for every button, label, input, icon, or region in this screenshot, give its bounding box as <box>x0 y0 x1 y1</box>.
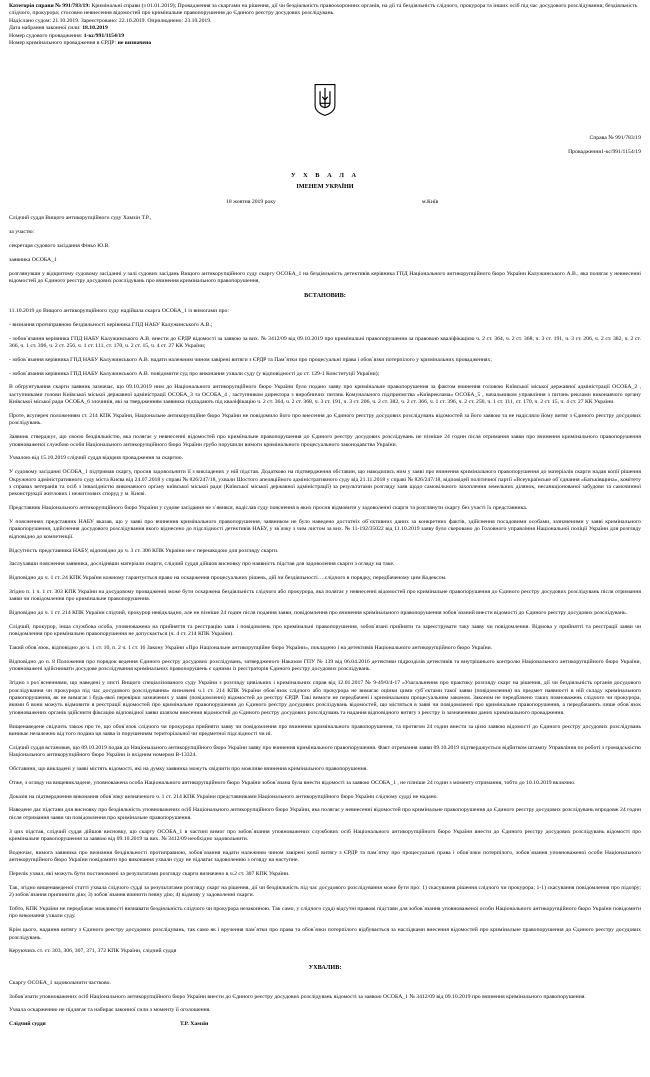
body-paragraph: Представник Національного антикорупційного бюро України у судове засідання не з`явився, надіслав суду пояснення в яких просив відмовити у задоволенні скарги та розглянути скаргу без участі їх представника. <box>9 505 528 512</box>
intro-secretary: секретаря судового засідання Фіньо Ю.В. <box>9 243 110 250</box>
body-paragraph: Обставини, що викладені у заяві містять відомості, які на думку заявника можуть свідчити про можливе вчинення кримінального правопорушення. <box>9 765 368 772</box>
intro-participation: за участю: <box>9 229 35 236</box>
body-paragraph: Згідно з роз`ясненнями, що наведені у листі Вищого спеціалізованого суду України з розгляду цивільних і кримінальних справ від 12.01.2017 № 9-49/0/4-17 «Узагальнення про практику розгляду скарг на рішення, дії чи бездіяльність органів досудового розслідування чи прокурора під час досудового розслідування» визначені ч.1 ст. 214 КПК України обов`язок слідчого або прокурора не вимагає оцінки цими суб`єктами такої заяви (повідомлення) на предмет наявності в ній складу кримінального правопорушення, як не вимагає і будь-якої перевірки зазначених у заяві (повідомленні) відомостей до реєстру ЄРДР. Такі вимоги не передбачені і кримінальним процесуальним законом. Законом не передбачено таких повноважень слідчого чи прокурора, якими б вони можуть відмовити в реєстрації відомостей про кримінальне правопорушення до Єдиного реєстру досудових розслідувань відомостей, що містяться в заяві чи повідомленні про кримінальне правопорушення, а передбачають лише обов`язок уповноважених органів здійснити фіксацію відповідної заяви шляхом внесення відомостей до Єдиного реєстру досудових розслідувань та надання відповідного витягу з реєстру із зазначенням даних кримінального провадження. <box>9 680 641 716</box>
body-paragraph: Заявник стверджує, що своєю бездіяльністю, яка полягає у невнесенні відомостей про кримінальне правопорушення до Єдиного реєстру досудових розслідувань не пізніше 24 годин після отримання заяви про вчинення кримінального правопорушення уповноваженої службою особи Національного антикорупційного бюро України грубо порушили вимоги кримінального процесуального законодавства України. <box>9 434 641 448</box>
body-paragraph: Згідно п. 1 ч. 1 ст. 303 КПК України на досудовому провадженні може бути оскаржена бездіяльність слідчого або прокурора, яка полягає у невнесенні відомостей про кримінальне правопорушення до Єдиного реєстру досудових розслідувань після отримання заяви чи повідомлення про кримінальне правопорушення. <box>9 588 641 603</box>
body-paragraph: 11.10.2019 до Вищого антикорупційного суду надійшла скарга ОСОБА_1 із вимогами про: <box>9 307 229 314</box>
body-paragraph: Заслухавши пояснення заявника, дослідивши матеріали скарги, слідчий суддя дійшов висновку про наявність підстав для задоволення скарги з огляду на таке. <box>9 561 395 568</box>
body-paragraph: Крім цього, надання витягу з Єдиного реєстру досудових розслідувань, так само як і вручення пам`ятки про права та обов`язки потерпілого відбувається за наслідками внесення відомостей про кримінальне правопорушення до Єдиного реєстру досудових розслідувань. <box>9 927 641 941</box>
ruling-paragraph: Ухвала оскарженню не підлягає та набирає законної сили з моменту її оголошення. <box>9 1007 211 1014</box>
intro-judge: Слідчий суддя Вищого антикорупційного суду Хамзін Т.Р., <box>9 215 152 222</box>
ruling-date: 18 жовтня 2019 року <box>226 199 276 206</box>
court-ruling-document <box>9 0 641 1031</box>
ruling-body <box>9 980 641 1015</box>
coat-of-arms-icon <box>314 83 336 117</box>
document-title: У Х В А Л А <box>290 172 360 180</box>
ruling-paragraph: Скаргу ОСОБА_1 задовольнити частково. <box>9 979 111 986</box>
body-paragraph: З цих підстав, слідчий суддя дійшов висновку, що скаргу ОСОБА_1 в частині вимог про зобов`язання уповноважених службових осіб Національного антикорупційного бюро України внести до Єдиного реєстру досудових розслідувань відомості про кримінальне правопорушення за заявою від 09.10.2019 за вих. № 3412/09 необхідно задовольнити. <box>9 828 641 842</box>
established-body <box>9 308 641 956</box>
body-paragraph: Отже, з огляду на вищевикладене, уповноважена особа Національного антикорупційного бюро України зобов`язана була внести відомості за заявою ОСОБА_1 , не пізніше 24 годин з моменту отримання, тобто до 10.10.2019 включно. <box>9 779 576 786</box>
body-paragraph: Керуючись ст. ст. 303, 306, 307, 371, 372 КПК України, слідчий суддя <box>9 948 177 955</box>
body-paragraph: Тобто, КПК України не передбачає можливості визнавати бездіяльність слідчого чи прокурора незаконною. Так само, у слідчого судді відсутні правові підстави для зобов`язання уповноваженої особи Національного антикорупційного бюро України повідомити про виконання ухвали суду. <box>9 905 641 920</box>
case-number: Справа № 991/783/19 <box>589 135 641 142</box>
body-paragraph: Ухвалою від 15.10.2019 слідчий суддя відкрив провадження за скаргою. <box>9 455 184 462</box>
signature-line <box>9 1021 641 1031</box>
body-paragraph: Проте, всупереч положенням ст. 214 КПК України, Національне антикорупційне бюро України не повідомило його про внесення до Єдиного реєстру досудових розслідувань відомостей за його заявою та не надісляло йому витяг з Єдиного реєстру досудових розслідувань. <box>9 412 641 427</box>
case-metadata <box>9 3 641 47</box>
ruling-paragraph: Зобов`язати уповноважених осіб Національного антикорупційного бюро України внести до Єдиного реєстру досудових розслідувань відомості за заявою ОСОБА_1 № 3412/09 від 09.10.2019 про вчинення кримінального правопорушення. <box>9 993 586 1000</box>
body-paragraph: В обґрунтування скарги заявник зазначає, що 09.10.2019 ним до Національного антикорупційного бюро України було подано заяву про кримінальне правопорушення за фактом вчинення головою Київської міської державної адміністрації ОСОБА_2 , заступниками голови Київської міської державної адміністрації ОСОБА_3 та ОСОБА_4 , заступником директора з виробничих питань Комунального підприємства «Київреклама» ОСОБА_5 , начальником управління з питань реклами виконавчого органу Київської міської ради ОСОБА_6 злочинів, які за твердженням заявника підпадають під кваліфікацію ч. 2 ст. 364, ч. 2 ст. 368, ч. 3 ст. 191, ч. 3 ст. 206, ч. 2 ст. 382, ч. 2 ст. 366, ч. 1 ст. 396, ч. 2 ст. 256, ч. 1 ст. 111, ст. 170, ч. 2 ст. 15, ч. 4 ст. 27 КК України. <box>9 384 641 406</box>
body-paragraph: У поясненнях представник НАБУ вказав, що у заяві про вчинення кримінального правопорушення, заявником не було наведено достатніх об`єктивних даних за конкретних фактів, здійснення посадовими особами, зазначеними у заяві кримінального правопорушення, здійснення досудового розслідування якого віднесено до підслідності детективів НАБУ, у зв`язку з чим листом за вих. № 11-192/35022 від 11.10.2019 заяву було скеровано до Головного управління Національної поліції України для розгляду відповідно до компетенції. <box>9 518 641 540</box>
intro-applicant: заявника ОСОБА_1 <box>9 256 57 263</box>
meta-erdr-number: Номер кримінального провадження в ЄРДР: не визначено <box>9 40 152 47</box>
intro-considered: розглянувши у відкритому судовому засіданні у залі судових засідань Вищого антикорупційного суду скаргу ОСОБА_1 на бездіяльність детективів керівника ГПД Національного антикорупційного бюро України Калужинського А.В., яка полягає у невнесенні відомостей до Єдиного реєстру досудових розслідувань про вчинення кримінального правопорушення, <box>9 270 641 285</box>
meta-category: Категорія справи № 991/783/19: Кримінальні справи (з 01.01.2019); Провадження за скаргами на рішення, дії чи бездіяльність правоохоронних органів, на дії та бездіяльність слідчого, прокурора та інших осіб під час досудового розслідування; бездіяльність слідчого, прокурора; стосовно невнесення відомостей про кримінальне правопорушення до Єдиного реєстру досудових розслідувань. <box>9 3 638 17</box>
body-paragraph: Перелік ухвал, які можуть бути постановлені за результатами розгляду скарги визначено в ч.2 ст. 307 КПК України. <box>9 870 290 877</box>
body-paragraph: Так, згідно вищенаведеної статті ухвала слідчого судді за результатами розгляду скарг на рішення, дії чи бездіяльність під час досудового розслідування може бути про: 1) скасування рішення слідчого чи прокурора; 1-1) скасування повідомлення про підозру; 2) зобов`язання припинити дію; 3) зобов`язання вчинити певну дію; 4) відмову у задоволенні скарги. <box>9 884 641 899</box>
body-paragraph: Відповідно до п. 8 Положення про порядок ведення Єдиного реєстру досудових розслідувань, затвердженого Наказом ГПУ № 139 від 06.04.2016 детективи підрозділів детективів та внутрішнього контролю Національного антикорупційного бюро України, уповноважені здійснювати досудове розслідування кримінальних правопорушень є одними із реєстраторів Єдиного реєстру досудових розслідувань. <box>9 658 641 673</box>
document-subtitle: ІМЕНЕМ УКРАЇНИ <box>296 183 354 191</box>
body-paragraph: Такий обов`язок, відповідно до ч. 1 ст. 10, п. 2 ч. 1 ст. 16 Закону України «Про Національне антикорупційне бюро України», покладено і на детективів Національного антикорупційного бюро України. <box>9 645 493 652</box>
signature-role: Слідчий суддя <box>9 1021 46 1028</box>
ruled-heading: УХВАЛИВ: <box>308 963 342 971</box>
meta-effective-date: Дата набрання законної сили: 18.10.2019 <box>9 25 108 32</box>
body-paragraph: Доказів на підтвердження виконання обов`язку визначеного ч. 1 ст. 214 КПК України представниками Національного антикорупційного бюро України слідчому судді не надано. <box>9 793 438 800</box>
body-paragraph: Водночас, вимога заявника про визнання бездіяльності протиправною, зобов`язання надати належним чином завірені копії витягу з ЄРДР та пам`ятку про процесуальні права і обов`язки потерпілого, зобов`язання уповноваженої особи Національного антикорупційного бюро України повідомити про виконання ухвали суду не підлягає задоволенню з огляду на наступне. <box>9 849 641 864</box>
ruling-city: м.Київ <box>422 199 439 206</box>
body-paragraph: - зобов`язання керівника ГПД НАБУ Калужинського А.В. надати належним чином завірені витяги з ЄРДР та Пам`ятки про процесуальні права і обов`язки потерпілого у кримінальних провадженнях; <box>9 356 492 363</box>
body-paragraph: Наведене дає підстави для висновку про бездіяльність уповноважених осіб Національного антикорупційного бюро України, яка полягає у невнесенні відомостей про кримінальне правопорушення до Єдиного реєстру досудових розслідувань впродовж 24 годин після отримання заяви чи повідомлення про кримінальне правопорушення. <box>9 807 641 821</box>
meta-proceeding-number: Номер судового провадження: 1-кс/991/1154/19 <box>9 32 125 39</box>
established-heading: ВСТАНОВИВ: <box>304 291 346 299</box>
body-paragraph: У судовому засіданні ОСОБА_1 підтримав скаргу, просив задовольнити її з викладених у ній підстав. Додатково на підтвердження обставин, що наводились ним у заяві про вчинення кримінального правопорушення до матеріалів скарги надав копії рішення Окружного адміністративного суду міста Києва від 24.07.2018 у справі № 826/247/18, ухвали Шостого апеляційного адміністративного суду від 21.11.2018 у справі № 826/247/18, відповідей політичної партії «Всеукраїнське об`єднання «Батьківщина», комітету з справах ветеранів та осіб з інвалідністю виконавчого органу київської міської ради (Київської міської державної адміністрації) за результатами розгляду заяв щодо самовільного захоплення земельних ділянок, несанкціонованої забудови та самочинної реконструкції житлових і нежитлових споруд у м. Києві. <box>9 469 641 498</box>
body-paragraph: Вищенаведене свідчить також про те, що обов`язок слідчого чи прокурора прийняти заяву чи повідомлення про вчинення кримінального правопорушення, та протягом 24 годин внести за цією заявою відомості до Єдиного реєстру досудових розслідувань виникає незалежно від того подана ця заява із порушенням територіальної чи предметної підслідності чи ні. <box>9 723 641 737</box>
proceeding-number: Провадження1-кс/991/1154/19 <box>568 148 641 155</box>
date-line <box>9 199 641 209</box>
signature-name: Т.Р. Хамзін <box>180 1021 209 1028</box>
body-paragraph: - визнання протиправною бездіяльності керівника ГПД НАБУ Калужинського А.В.; <box>9 321 213 328</box>
body-paragraph: Відсутність представника НАБУ, відповідно до ч. 3 ст. 306 КПК України не є перешкодою для розгляду скарги. <box>9 547 279 554</box>
body-paragraph: - зобов`язання керівника ГПД НАБУ Калужинського А.В. повідомити суд про виконання ухвали суду (у відповідності до ст. 129-1 Конституції України); <box>9 370 380 377</box>
body-paragraph: Відповідно до ч. 1 ст. 214 КПК України слідчий, прокурор невідкладно, але не пізніше 24 годин після подання заяви, повідомлення про вчинення кримінального правопорушення зобов`язаний внести відомості до Єдиного реєстру досудових розслідувань. <box>9 610 628 617</box>
body-paragraph: Слідчий, прокурор, інша службова особа, уповноважена на прийняття та реєстрацію заяв і повідомлень про кримінальні правопорушення, зобов`язані прийняти та зареєструвати таку заяву чи повідомлення. Відмова у прийнятті та реєстрації заяви чи повідомлення про кримінальне правопорушення не допускається (ч. 4 ст. 214 КПК України). <box>9 623 641 638</box>
meta-dates: Надіслано судом: 21.10.2019. Зареєстровано: 22.10.2019. Оприлюднено: 23.10.2019. <box>9 17 212 24</box>
body-paragraph: - зобов`язання керівника ГПД НАБУ Калужинського А.В. внести до ЄРДР відомості за заявою за вих. № 3412/09 від 09.10.2019 про кримінальні правопорушення за правовою кваліфікацією ч. 2 ст. 364, ч. 2 ст. 368, ч. 3 ст. 191, ч. 3 ст. 206, ч. 2 ст. 382, ч. 2 ст. 366, ч. 1 ст. 396, ч. 2 ст. 256, ч. 1 ст. 111, ст. 170, ч. 2 ст. 15, ч. 4 ст. 27 КК України; <box>9 335 641 349</box>
body-paragraph: Відповідно до ч. 1 ст. 24 КПК України кожному гарантується право на оскарження процесуальних рішень, дій чи бездіяльності….слідчого в порядку, передбаченому цим Кодексом. <box>9 575 447 582</box>
body-paragraph: Слідчий суддя встановив, що 09.10.2019 подав до Національного антикорупційного бюро України заяву про вчинення кримінального правопорушення. Факт отримання заяви 09.10.2019 підтверджується відбитком штампу Управління по роботі з громадськістю Національного антикорупційного бюро України із вхідним номером В-13324. <box>9 744 641 759</box>
